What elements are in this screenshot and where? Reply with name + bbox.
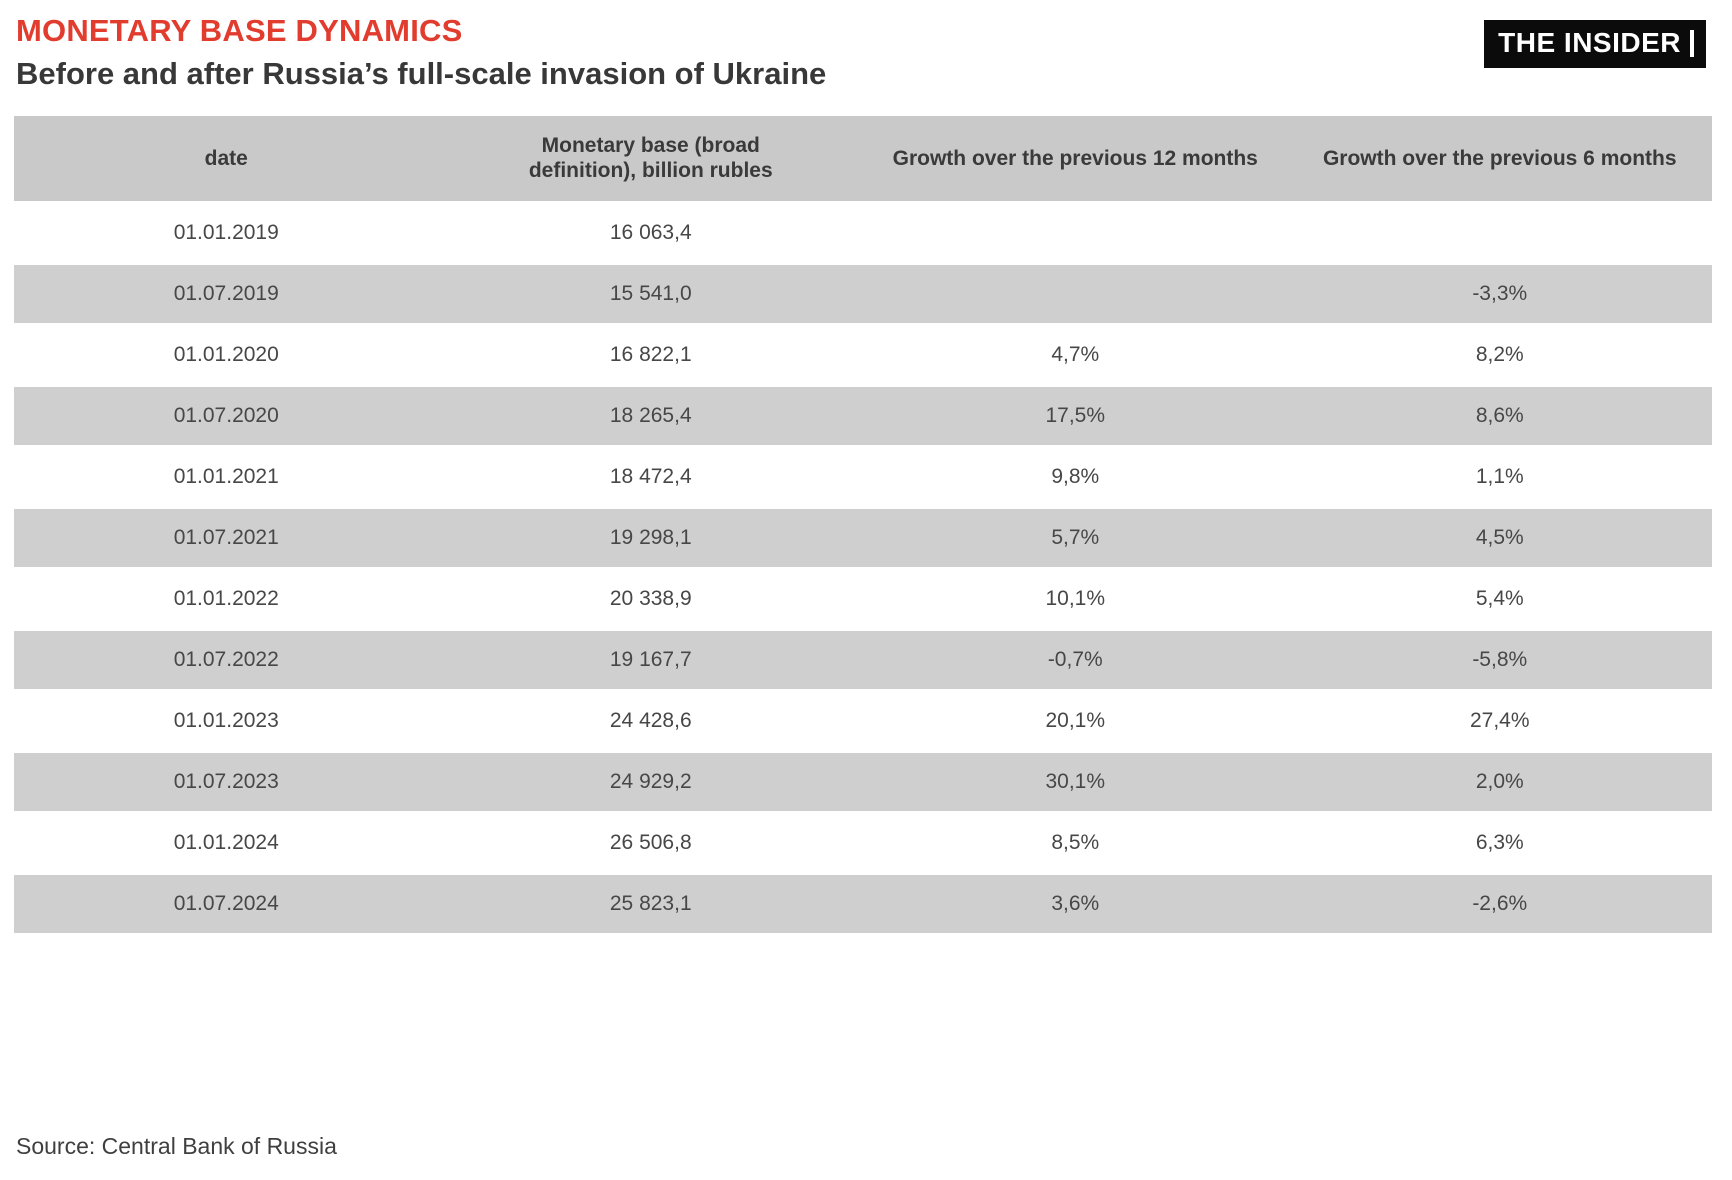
table-row <box>14 387 1712 445</box>
table-row <box>14 326 1712 384</box>
monetary-base-cell: 19 167,7 <box>439 631 864 689</box>
date-cell: 01.01.2024 <box>14 814 439 872</box>
table-row <box>14 265 1712 323</box>
growth-6m-cell <box>1288 204 1713 262</box>
page-title: MONETARY BASE DYNAMICS <box>16 13 463 48</box>
growth-12m-cell: 8,5% <box>863 814 1288 872</box>
monetary-base-cell: 24 929,2 <box>439 753 864 811</box>
growth-12m-cell: 30,1% <box>863 753 1288 811</box>
growth-12m-column-header: Growth over the previous 12 months <box>863 116 1288 201</box>
date-cell: 01.07.2024 <box>14 875 439 933</box>
monetary-base-cell: 26 506,8 <box>439 814 864 872</box>
table-header-row <box>14 116 1712 201</box>
monetary-base-cell: 25 823,1 <box>439 875 864 933</box>
date-cell: 01.01.2020 <box>14 326 439 384</box>
table-row <box>14 875 1712 933</box>
monetary-base-cell: 19 298,1 <box>439 509 864 567</box>
growth-6m-cell: 6,3% <box>1288 814 1713 872</box>
table-row <box>14 631 1712 689</box>
date-cell: 01.07.2021 <box>14 509 439 567</box>
date-cell: 01.07.2022 <box>14 631 439 689</box>
table-row <box>14 509 1712 567</box>
monetary-base-cell: 15 541,0 <box>439 265 864 323</box>
table-row <box>14 448 1712 506</box>
monetary-base-cell: 18 472,4 <box>439 448 864 506</box>
table-row <box>14 814 1712 872</box>
date-cell: 01.07.2020 <box>14 387 439 445</box>
logo-cursor-bar-icon <box>1690 30 1694 57</box>
monetary-base-table <box>14 113 1712 936</box>
growth-12m-cell <box>863 204 1288 262</box>
the-insider-logo <box>1484 20 1706 68</box>
growth-12m-cell: 20,1% <box>863 692 1288 750</box>
date-cell: 01.01.2021 <box>14 448 439 506</box>
table-body <box>14 204 1712 933</box>
growth-6m-cell: 4,5% <box>1288 509 1713 567</box>
growth-6m-cell: 5,4% <box>1288 570 1713 628</box>
table-head <box>14 116 1712 201</box>
growth-6m-cell: -3,3% <box>1288 265 1713 323</box>
growth-12m-cell: 3,6% <box>863 875 1288 933</box>
growth-6m-cell: 8,2% <box>1288 326 1713 384</box>
growth-12m-cell: 9,8% <box>863 448 1288 506</box>
source-note: Source: Central Bank of Russia <box>16 1133 337 1159</box>
logo-text: THE INSIDER <box>1498 27 1681 58</box>
masthead <box>0 0 1732 92</box>
date-cell: 01.07.2023 <box>14 753 439 811</box>
growth-6m-column-header: Growth over the previous 6 months <box>1288 116 1713 201</box>
growth-6m-cell: 8,6% <box>1288 387 1713 445</box>
monetary-base-cell: 16 822,1 <box>439 326 864 384</box>
growth-12m-cell: 5,7% <box>863 509 1288 567</box>
monetary-base-cell: 16 063,4 <box>439 204 864 262</box>
growth-12m-cell: -0,7% <box>863 631 1288 689</box>
growth-6m-cell: -5,8% <box>1288 631 1713 689</box>
growth-12m-cell: 10,1% <box>863 570 1288 628</box>
table-row <box>14 692 1712 750</box>
table-row <box>14 753 1712 811</box>
monetary-base-cell: 24 428,6 <box>439 692 864 750</box>
date-column-header: date <box>14 116 439 201</box>
growth-6m-cell: 1,1% <box>1288 448 1713 506</box>
growth-12m-cell: 17,5% <box>863 387 1288 445</box>
monetary-base-cell: 18 265,4 <box>439 387 864 445</box>
monetary-base-cell: 20 338,9 <box>439 570 864 628</box>
date-cell: 01.07.2019 <box>14 265 439 323</box>
growth-12m-cell: 4,7% <box>863 326 1288 384</box>
date-cell: 01.01.2019 <box>14 204 439 262</box>
date-cell: 01.01.2023 <box>14 692 439 750</box>
table-row <box>14 204 1712 262</box>
growth-12m-cell <box>863 265 1288 323</box>
growth-6m-cell: 27,4% <box>1288 692 1713 750</box>
growth-6m-cell: -2,6% <box>1288 875 1713 933</box>
monetary-base-column-header: Monetary base (broad definition), billion rubles <box>439 116 864 201</box>
table-row <box>14 570 1712 628</box>
page-subtitle: Before and after Russia’s full-scale invasion of Ukraine <box>16 56 827 92</box>
date-cell: 01.01.2022 <box>14 570 439 628</box>
growth-6m-cell: 2,0% <box>1288 753 1713 811</box>
